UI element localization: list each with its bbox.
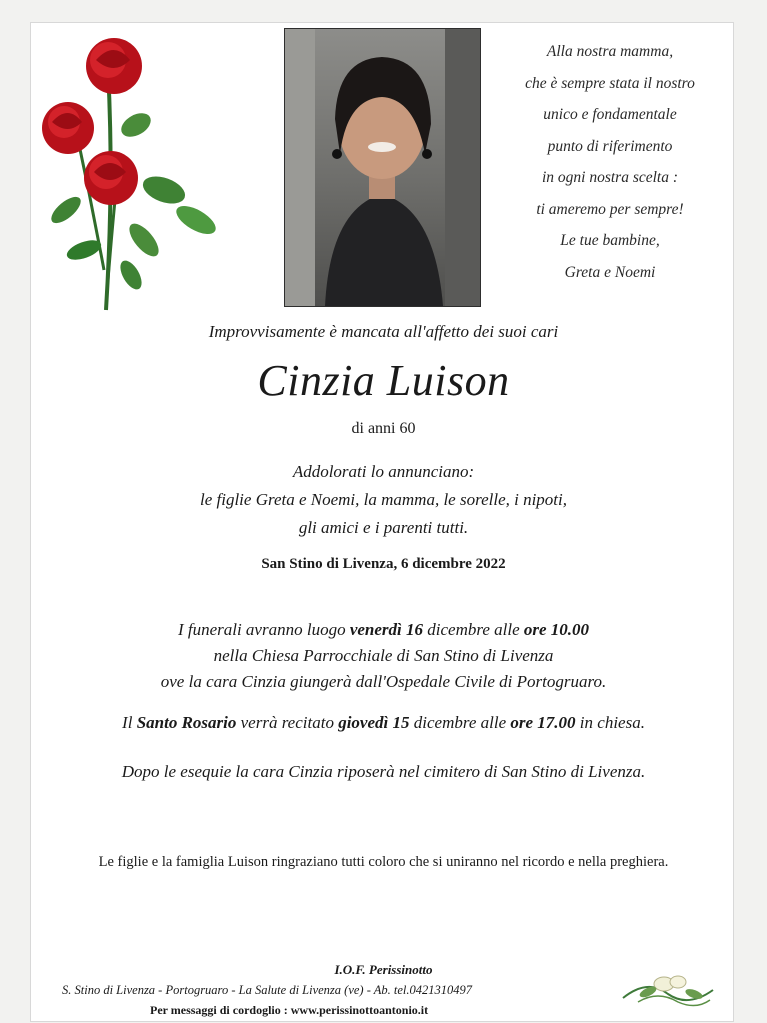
agency-name: I.O.F. Perissinotto [334,962,433,977]
rosary-time: ore 17.00 [510,713,576,732]
condolence-messages: Per messaggi di cordoglio : www.perissinottoantonio.it [150,1003,429,1017]
rosary-details [0,713,767,733]
funeral-line-1 [0,617,767,643]
mourners-line: le figlie Greta e Noemi, la mamma, le sorelle, i nipoti, [199,490,568,509]
rose-bottom [84,151,138,205]
flower-ornament-icon [618,968,718,1010]
agency-address: S. Stino di Livenza - Portogruaro - La Salute di Livenza (ve) - Ab. tel.0421310497 [62,983,473,997]
rose-top [86,38,142,94]
dedication-text [490,36,730,288]
dedication-line: ti ameremo per sempre! [536,200,684,218]
dedication-line: Le tue bambine, [560,232,660,249]
funeral-line-3: ove la cara Cinzia giungerà dall'Ospedale Civile di Portogruaro. [160,672,607,691]
rosary-text: in chiesa. [575,713,645,732]
age-text: di anni 60 [351,420,416,437]
dedication-line: unico e fondamentale [543,106,677,123]
thanks-text: Le figlie e la famiglia Luison ringraziano tutti coloro che si uniranno nel ricordo e nella preghiera. [98,854,669,870]
portrait-photo [284,28,481,307]
dedication-line: che è sempre stata il nostro [525,74,695,92]
rosary-label: Santo Rosario [136,713,237,732]
place-date: San Stino di Livenza, 6 dicembre 2022 [261,556,506,572]
dedication-line: in ogni nostra scelta : [541,169,679,186]
rose-middle [42,102,94,154]
funeral-date: venerdì 16 [349,620,424,639]
mourners-line: gli amici e i parenti tutti. [298,518,469,537]
dedication-line: punto di riferimento [547,137,673,155]
portrait-figure [285,29,480,306]
mourners-text [0,458,767,542]
funeral-line-2: nella Chiesa Parrocchiale di San Stino di Livenza [213,646,554,665]
mourners-line: Addolorati lo annunciano: [292,462,475,481]
red-roses-illustration [36,30,226,320]
rosary-text: Il [122,713,137,732]
intro-text: Improvvisamente è mancata all'affetto dei suoi cari [208,322,559,341]
rosary-text: dicembre alle [409,713,511,732]
deceased-name: Cinzia Luison [257,356,510,405]
funeral-text: I funerali avranno luogo [177,620,350,639]
funeral-text: dicembre alle [423,620,524,639]
funeral-details [0,617,767,695]
burial-text: Dopo le esequie la cara Cinzia riposerà nel cimitero di San Stino di Livenza. [121,762,646,781]
rosary-text: verrà recitato [236,713,339,732]
rosary-date: giovedì 15 [338,713,410,732]
funeral-time: ore 10.00 [523,620,590,639]
dedication-line: Greta e Noemi [564,263,656,281]
dedication-line: Alla nostra mamma, [546,43,674,60]
